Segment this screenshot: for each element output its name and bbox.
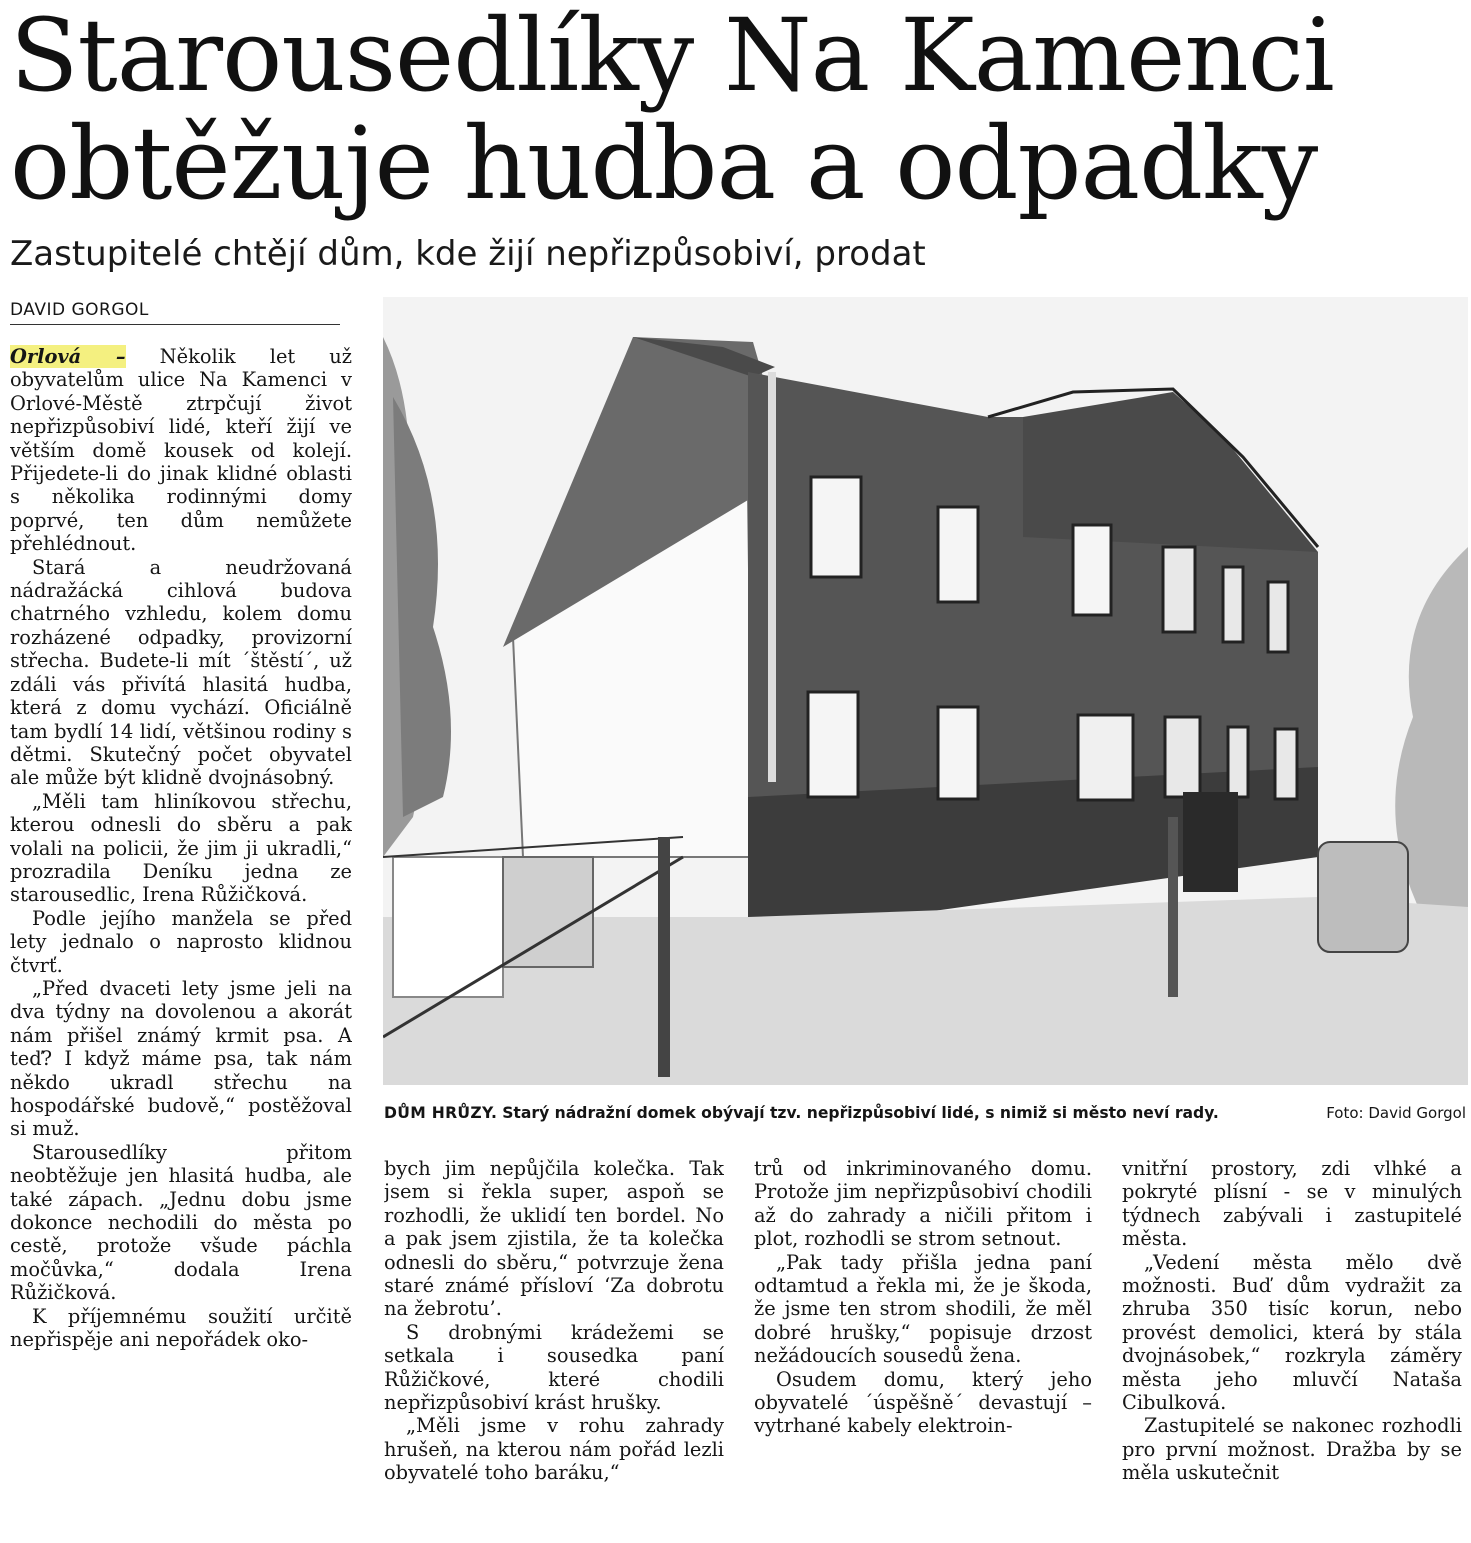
dateline: Orlová – [10, 345, 126, 368]
subheadline: Zastupitelé chtějí dům, kde žijí nepřizpůsobiví, prodat [10, 234, 926, 274]
paragraph: Osudem domu, který jeho obyvatelé ´úspěšně´ devastují – vytrhané kabely elektroin- [754, 1367, 1092, 1438]
paragraph-text: Několik let už obyvatelům ulice Na Kamenci v Orlové-Městě ztrpčují život nepřizpůsobiví lidé, kteří žijí ve větším domě kousek od kolejí. Přijedete-li do jinak klidné oblasti s několika rodinnými domy poprvé, ten dům nemůžete přehlédnout. [10, 345, 352, 556]
paragraph: „Pak tady přišla jedna paní odtamtud a řekla mi, že je škoda, že jsme ten strom shodili, že měl dobré hrušky,“ popisuje drzost nežádoucích sousedů žena. [754, 1250, 1092, 1368]
column-3 [754, 1157, 1092, 1540]
headline [10, 0, 1334, 222]
caption-text: Starý nádražní domek obývají tzv. nepřizpůsobiví lidé, s nimiž si město neví rady. [502, 1104, 1219, 1122]
photo-credit: Foto: David Gorgol [1326, 1104, 1466, 1122]
paragraph: „Před dvaceti lety jsme jeli na dva týdny na dovolenou a akorát nám přišel známý krmit psa. A teď? I když máme psa, tak nám někdo ukradl střechu na hospodářské budově,“ postěžoval si muž. [10, 976, 352, 1141]
headline-line-1: Starousedlíky Na Kamenci [10, 0, 1334, 114]
caption-lead: DŮM HRŮZY. [384, 1104, 498, 1122]
paragraph: vnitřní prostory, zdi vlhké a pokryté plísní - se v minulých týdnech zabývali i zastupitelé města. [1122, 1157, 1462, 1251]
paragraph: „Měli jsme v rohu zahrady hrušeň, na kterou nám pořád lezli obyvatelé toho baráku,“ [384, 1414, 724, 1485]
paragraph: trů od inkriminovaného domu. Protože jim nepřizpůsobiví chodili až do zahrady a ničili přitom i plot, rozhodli se strom setnout. [754, 1157, 1092, 1251]
paragraph: Starousedlíky přitom neobtěžuje jen hlasitá hudba, ale také zápach. „Jednu dobu jsme dokonce nechodili do města po cestě, protože všude páchla močůvka,“ dodala Irena Růžičková. [10, 1140, 352, 1305]
byline: DAVID GORGOL [10, 300, 340, 325]
house-illustration [383, 297, 1468, 1085]
paragraph: Podle jejího manžela se před lety jednalo o naprosto klidnou čtvrť. [10, 906, 352, 977]
column-4 [1122, 1157, 1462, 1540]
paragraph-lead [10, 345, 352, 556]
paragraph: Zastupitelé se nakonec rozhodli pro první možnost. Dražba by se měla uskutečnit [1122, 1414, 1462, 1485]
paragraph: Stará a neudržovaná nádražácká cihlová budova chatrného vzhledu, kolem domu rozházené odpadky, provizorní střecha. Budete-li mít ´štěstí´, už zdáli vás přivítá hlasitá hudba, která z domu vychází. Oficiálně tam bydlí 14 lidí, většinou rodiny s dětmi. Skutečný počet obyvatel ale může být klidně dvojnásobný. [10, 555, 352, 790]
paragraph: K příjemnému soužití určitě nepřispěje ani nepořádek oko- [10, 1304, 352, 1352]
headline-line-2: obtěžuje hudba a odpadky [10, 105, 1318, 222]
article-photo [383, 297, 1468, 1085]
paragraph: S drobnými krádežemi se setkala i sousedka paní Růžičkové, které chodili nepřizpůsobiví krást hrušky. [384, 1320, 724, 1415]
paragraph: „Měli tam hliníkovou střechu, kterou odnesli do sběru a pak volali na policii, že jim ji ukradli,“ prozradila Deníku jedna ze starousedlic, Irena Růžičková. [10, 789, 352, 907]
paragraph: „Vedení města mělo dvě možnosti. Buď dům vydražit za zhruba 350 tisíc korun, nebo provést demolici, která by stála dvojnásobek,“ rozkryla záměry města jeho mluvčí Nataša Cibulková. [1122, 1250, 1462, 1415]
column-2 [384, 1157, 724, 1540]
paragraph: bych jim nepůjčila kolečka. Tak jsem si řekla super, aspoň se rozhodli, že uklidí ten bordel. No a pak jsem zjistila, že ta kolečka odnesli do sběru,“ potvrzuje žena staré známé přísloví ‘Za dobrotu na žebrotu’. [384, 1157, 724, 1321]
photo-caption [384, 1102, 1466, 1124]
column-1 [10, 345, 352, 1540]
